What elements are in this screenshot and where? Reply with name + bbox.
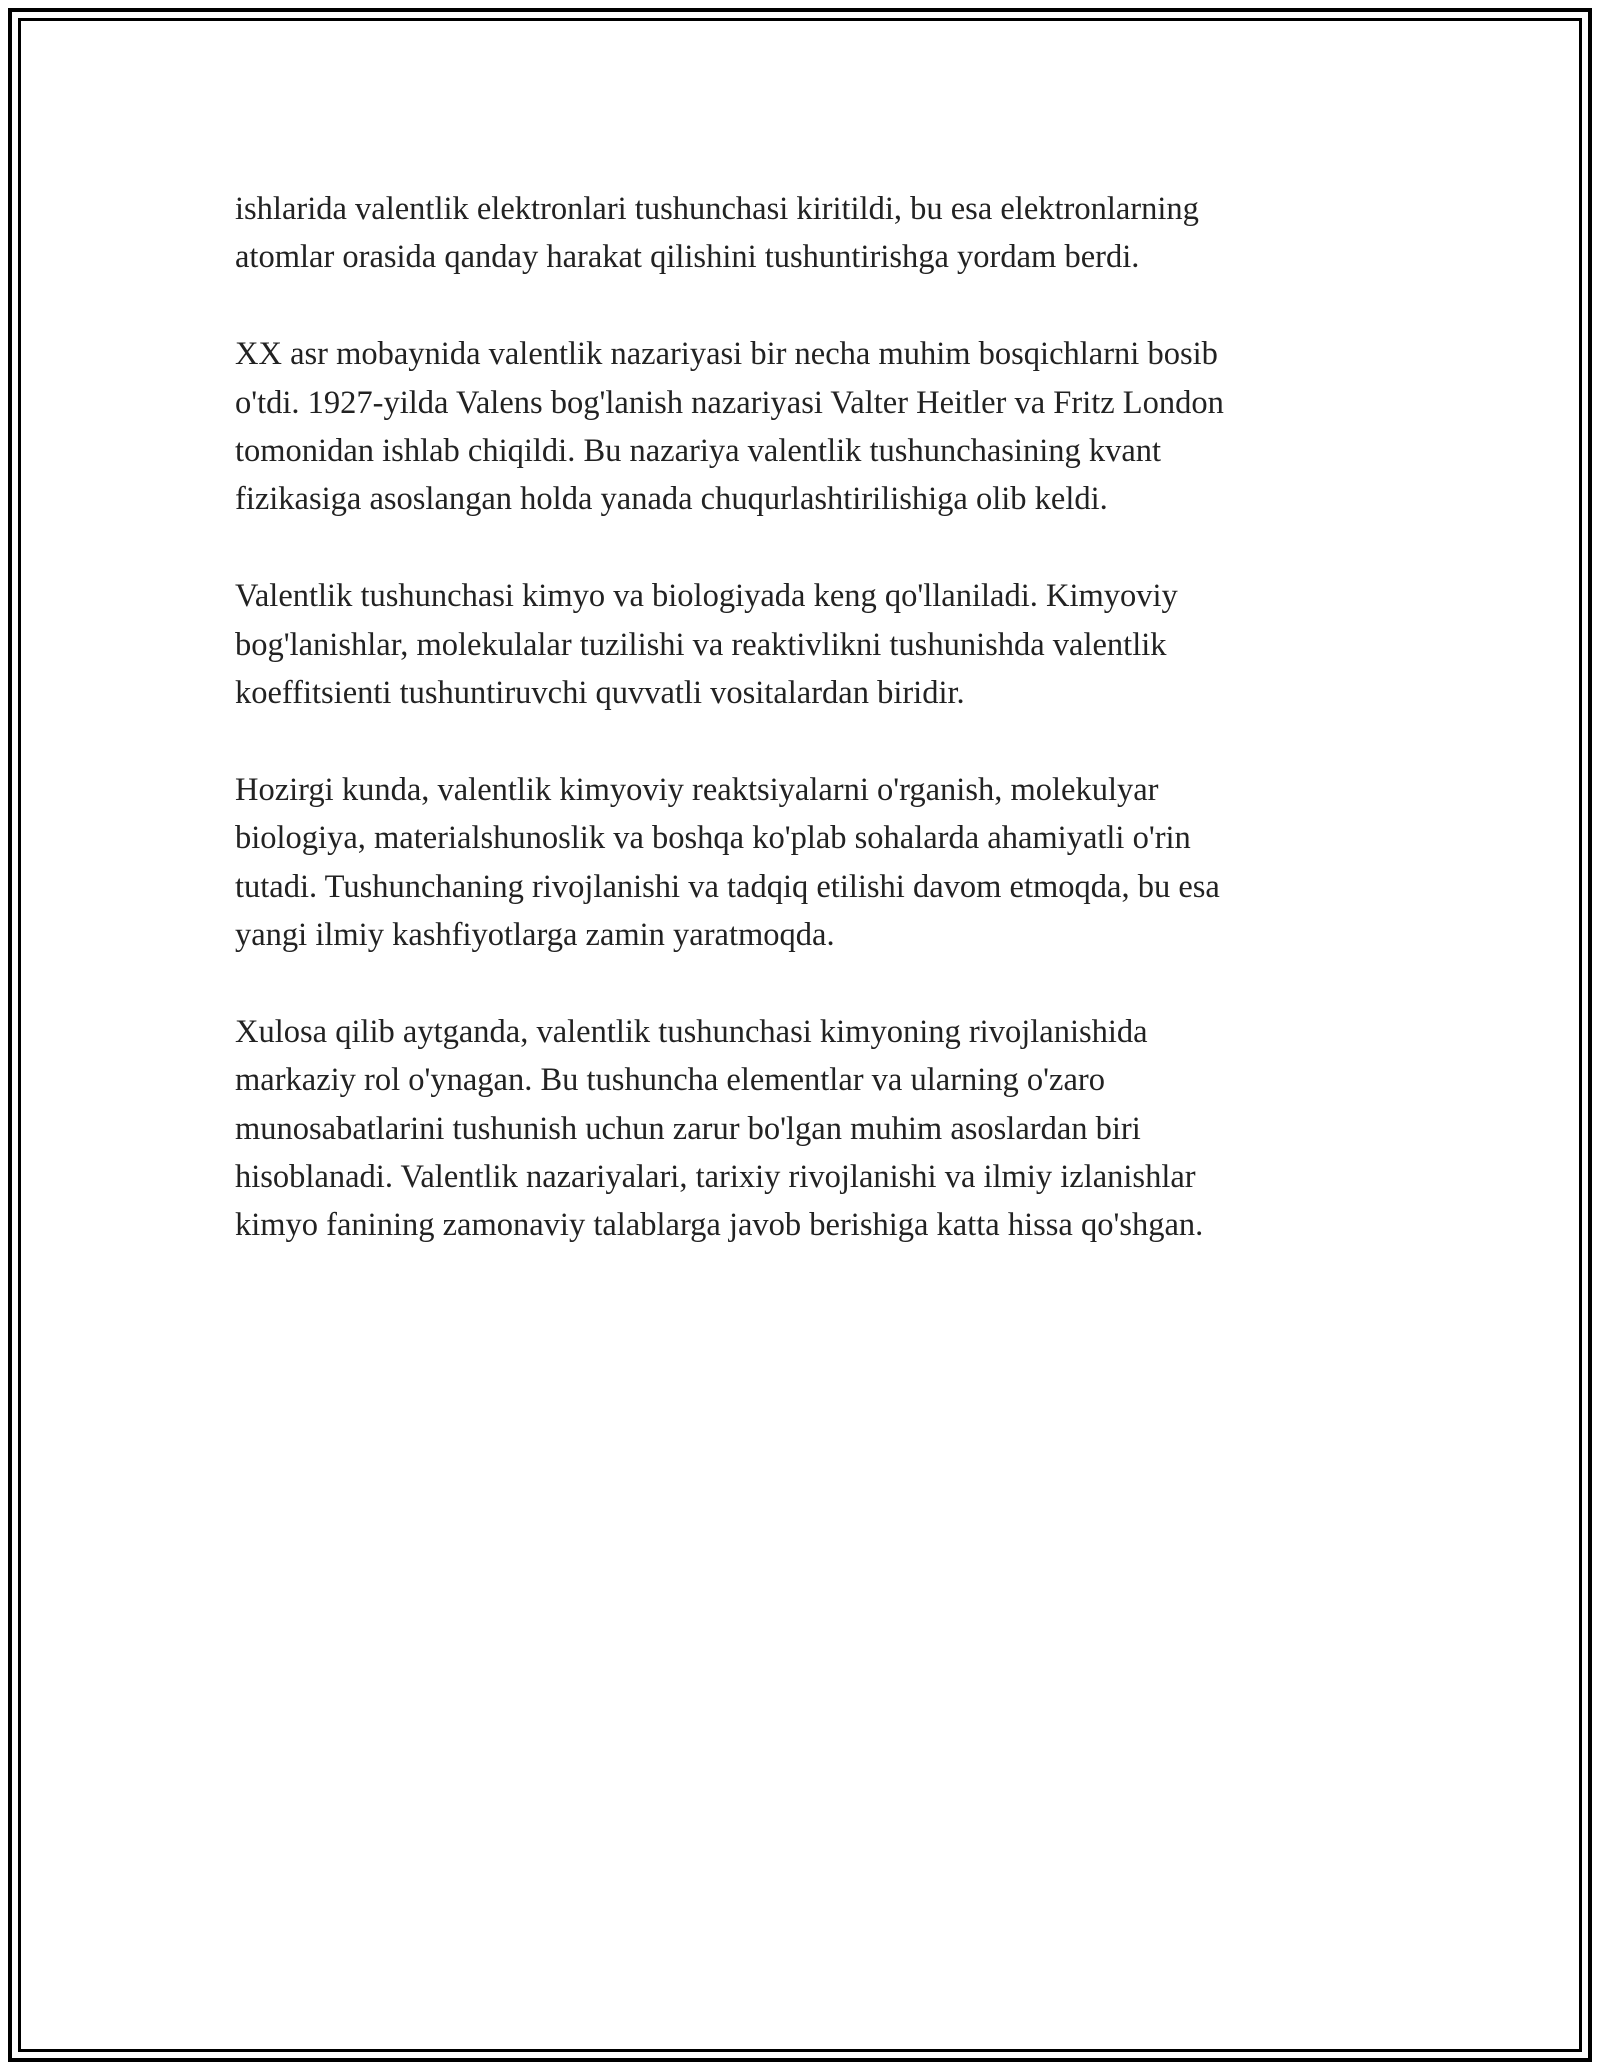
paragraph-2: XX asr mobaynida valentlik nazariyasi bir necha muhim bosqichlarni bosib o'tdi. 1927-yilda Valens bog'lanish nazariyasi Valter Heitler va Fritz London tomonidan ishlab chiqildi. Bu nazariya valentlik tushunchasining kvant fizikasiga asoslangan holda yanada chuqurlashtirilishiga olib keldi. [235, 336, 1224, 518]
paragraph-1: ishlarida valentlik elektronlari tushunchasi kiritildi, bu esa elektronlarning atomlar orasida qanday harakat qilishini tushuntirishga yordam berdi. [235, 191, 1199, 276]
document-body [235, 185, 1415, 1298]
paragraph-5: Xulosa qilib aytganda, valentlik tushunchasi kimyoning rivojlanishida markaziy rol o'ynagan. Bu tushuncha elementlar va ularning o'zaro munosabatlarini tushunish uchun zarur bo'lgan muhim asoslardan biri hisoblanadi. Valentlik nazariyalari, tarixiy rivojlanishi va ilmiy izlanishlar kimyo fanining zamonaviy talablarga javob berishiga katta hissa qo'shgan. [235, 1013, 1204, 1244]
paragraph-4: Hozirgi kunda, valentlik kimyoviy reaktsiyalarni o'rganish, molekulyar biologiya, materialshunoslik va boshqa ko'plab sohalarda ahamiyatli o'rin tutadi. Tushunchaning rivojlanishi va tadqiq etilishi davom etmoqda, bu esa yangi ilmiy kashfiyotlarga zamin yaratmoqda. [235, 771, 1220, 954]
paragraph-3: Valentlik tushunchasi kimyo va biologiyada keng qo'llaniladi. Kimyoviy bog'lanishlar, molekulalar tuzilishi va reaktivlikni tushunishda valentlik koeffitsienti tushuntiruvchi quvvatli vositalardan biridir. [235, 578, 1178, 712]
